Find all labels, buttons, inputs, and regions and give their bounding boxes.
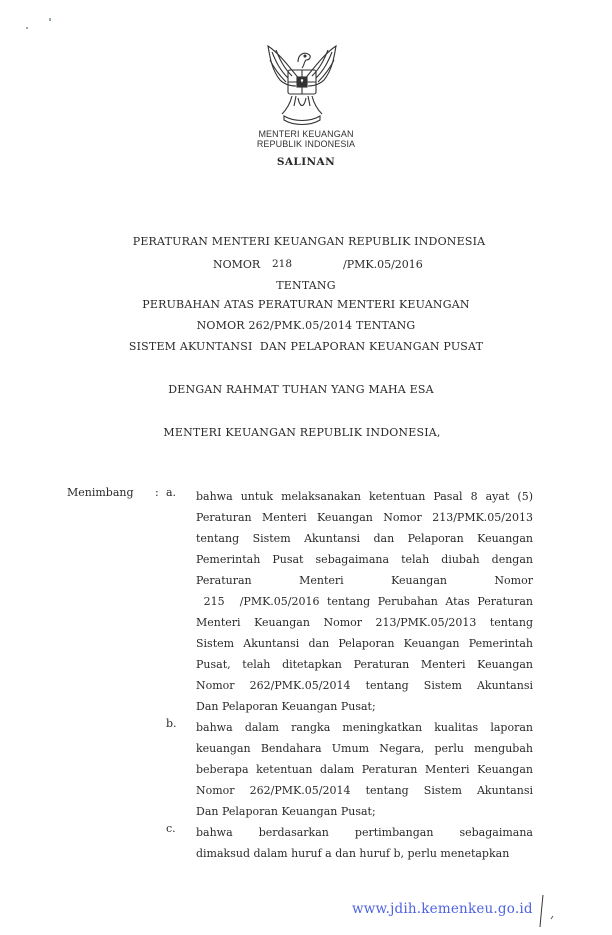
ministry-name-line2: REPUBLIK INDONESIA bbox=[256, 139, 356, 149]
ministry-name-line1: MENTERI KEUANGAN bbox=[258, 129, 354, 139]
jdih-website-link[interactable]: www.jdih.kemenkeu.go.id bbox=[352, 901, 533, 917]
scan-speck bbox=[49, 18, 51, 21]
subject-line-2: NOMOR 262/PMK.05/2014 TENTANG bbox=[196, 319, 416, 332]
nomor-label: NOMOR bbox=[213, 258, 261, 271]
regulation-title: PERATURAN MENTERI KEUANGAN REPUBLIK INDONESIA bbox=[132, 235, 486, 248]
item-letter-b: b. bbox=[166, 717, 177, 730]
subject-line-1: PERUBAHAN ATAS PERATURAN MENTERI KEUANGAN bbox=[142, 298, 470, 311]
subject-line-3: SISTEM AKUNTANSI DAN PELAPORAN KEUANGAN PUSAT bbox=[128, 340, 484, 353]
initial-signature-mark-icon bbox=[536, 893, 558, 929]
text-line: bahwa dalam rangka meningkatkan kualitas laporan bbox=[196, 721, 533, 734]
text-line: bahwa untuk melaksanakan ketentuan Pasal 8 ayat (5) bbox=[196, 490, 533, 503]
menimbang-colon: : bbox=[155, 486, 159, 499]
consideration-a bbox=[196, 486, 533, 717]
consideration-c bbox=[196, 822, 533, 864]
text-line: dimaksud dalam huruf a dan huruf b, perlu menetapkan bbox=[196, 847, 510, 860]
nomor-number: 218 bbox=[272, 258, 293, 270]
text-line: bahwa berdasarkan pertimbangan sebagaimana bbox=[196, 826, 533, 839]
text-line: Menteri Keuangan Nomor 213/PMK.05/2013 tentang bbox=[196, 616, 533, 629]
item-letter-a: a. bbox=[166, 486, 177, 499]
issuer: MENTERI KEUANGAN REPUBLIK INDONESIA, bbox=[163, 426, 441, 439]
text-line: Peraturan Menteri Keuangan Nomor 213/PMK.05/2013 bbox=[196, 511, 533, 524]
garuda-emblem-icon bbox=[262, 40, 342, 128]
text-line: Nomor 262/PMK.05/2014 tentang Sistem Akuntansi bbox=[196, 784, 533, 797]
text-line: Sistem Akuntansi dan Pelaporan Keuangan Pemerintah bbox=[196, 637, 533, 650]
item-letter-c: c. bbox=[166, 822, 176, 835]
text-line: 215 /PMK.05/2016 tentang Perubahan Atas Peraturan bbox=[196, 595, 533, 608]
text-line: beberapa ketentuan dalam Peraturan Menteri Keuangan bbox=[196, 763, 533, 776]
text-line: Pemerintah Pusat sebagaimana telah diubah dengan bbox=[196, 553, 533, 566]
menimbang-label: Menimbang bbox=[67, 486, 134, 499]
text-line: Dan Pelaporan Keuangan Pusat; bbox=[196, 805, 376, 818]
text-line: tentang Sistem Akuntansi dan Pelaporan Keuangan bbox=[196, 532, 533, 545]
consideration-b bbox=[196, 717, 533, 822]
invocation: DENGAN RAHMAT TUHAN YANG MAHA ESA bbox=[168, 383, 434, 396]
nomor-suffix: /PMK.05/2016 bbox=[343, 258, 423, 271]
text-line: Dan Pelaporan Keuangan Pusat; bbox=[196, 700, 376, 713]
text-line: Nomor 262/PMK.05/2014 tentang Sistem Akuntansi bbox=[196, 679, 533, 692]
copy-label: SALINAN bbox=[276, 156, 336, 168]
text-line: keuangan Bendahara Umum Negara, perlu mengubah bbox=[196, 742, 533, 755]
tentang-heading: TENTANG bbox=[276, 279, 336, 292]
scan-speck bbox=[26, 27, 28, 29]
text-line: Peraturan Menteri Keuangan Nomor bbox=[196, 574, 533, 587]
text-line: Pusat, telah ditetapkan Peraturan Menteri Keuangan bbox=[196, 658, 533, 671]
